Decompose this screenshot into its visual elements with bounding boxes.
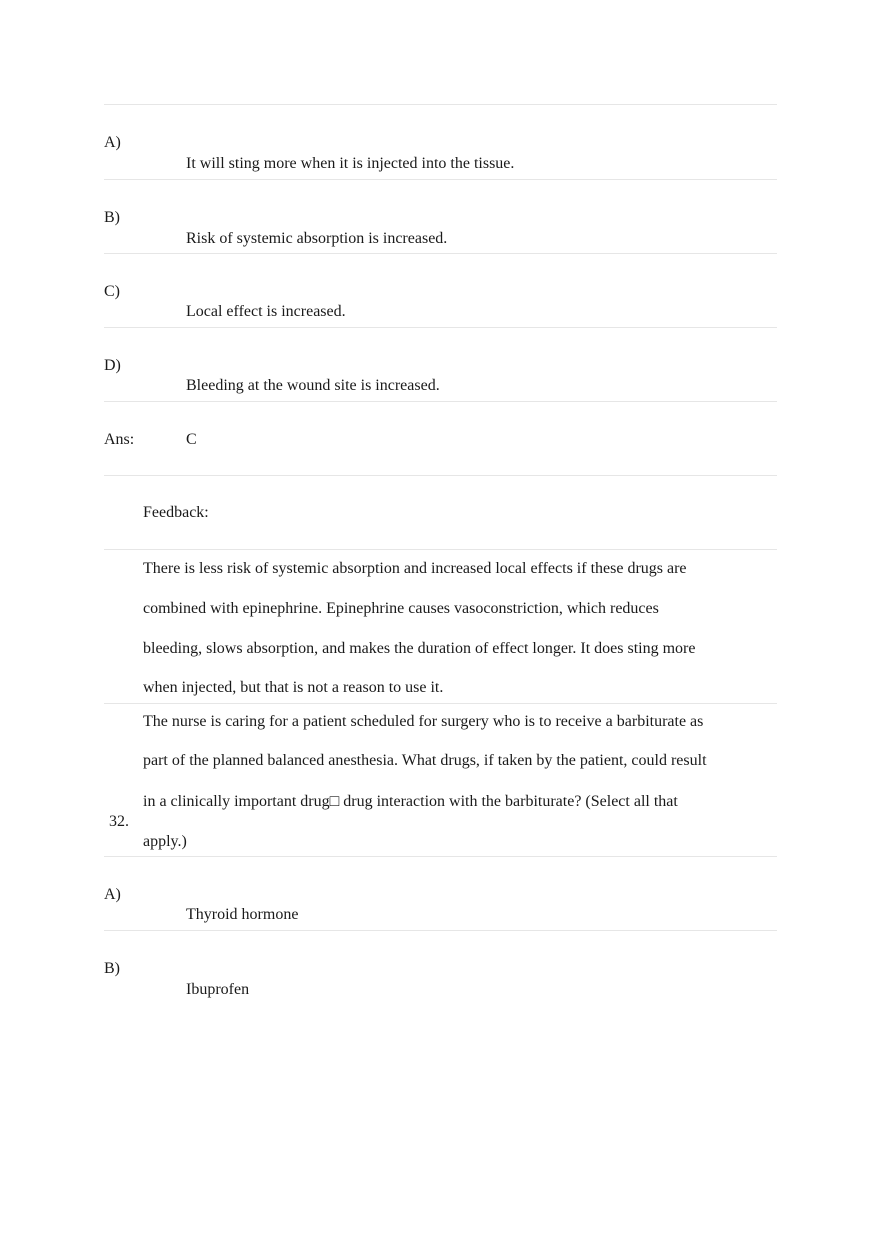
divider	[104, 549, 777, 550]
divider	[104, 327, 777, 328]
option-text: Bleeding at the wound site is increased.	[186, 377, 440, 394]
option-text: Risk of systemic absorption is increased.	[186, 230, 448, 247]
stem-line: part of the planned balanced anesthesia. What drugs, if taken by the patient, could result	[143, 752, 707, 769]
option-text: Thyroid hormone	[186, 906, 299, 923]
divider	[104, 104, 777, 105]
option-text: Local effect is increased.	[186, 303, 346, 320]
option-letter: A)	[104, 886, 121, 903]
answer-label: Ans:	[104, 431, 135, 448]
feedback-line: when injected, but that is not a reason to use it.	[143, 679, 444, 696]
option-letter: C)	[104, 283, 120, 300]
option-text: Ibuprofen	[186, 981, 250, 998]
option-letter: B)	[104, 960, 120, 977]
feedback-line: There is less risk of systemic absorption and increased local effects if these drugs are	[143, 560, 687, 577]
divider	[104, 703, 777, 704]
divider	[104, 856, 777, 857]
divider	[104, 179, 777, 180]
divider	[104, 930, 777, 931]
question-number: 32.	[109, 813, 129, 830]
feedback-line: bleeding, slows absorption, and makes the duration of effect longer. It does sting more	[143, 640, 696, 657]
stem-line: The nurse is caring for a patient scheduled for surgery who is to receive a barbiturate as	[143, 713, 704, 730]
option-letter: D)	[104, 357, 121, 374]
divider	[104, 401, 777, 402]
answer-value: C	[186, 431, 197, 448]
option-letter: A)	[104, 134, 121, 151]
divider	[104, 253, 777, 254]
feedback-label: Feedback:	[143, 504, 209, 521]
feedback-line: combined with epinephrine. Epinephrine causes vasoconstriction, which reduces	[143, 600, 659, 617]
divider	[104, 475, 777, 476]
stem-line: in a clinically important drug□ drug interaction with the barbiturate? (Select all that	[143, 793, 678, 810]
option-text: It will sting more when it is injected into the tissue.	[186, 155, 515, 172]
option-letter: B)	[104, 209, 120, 226]
stem-line: apply.)	[143, 833, 187, 850]
